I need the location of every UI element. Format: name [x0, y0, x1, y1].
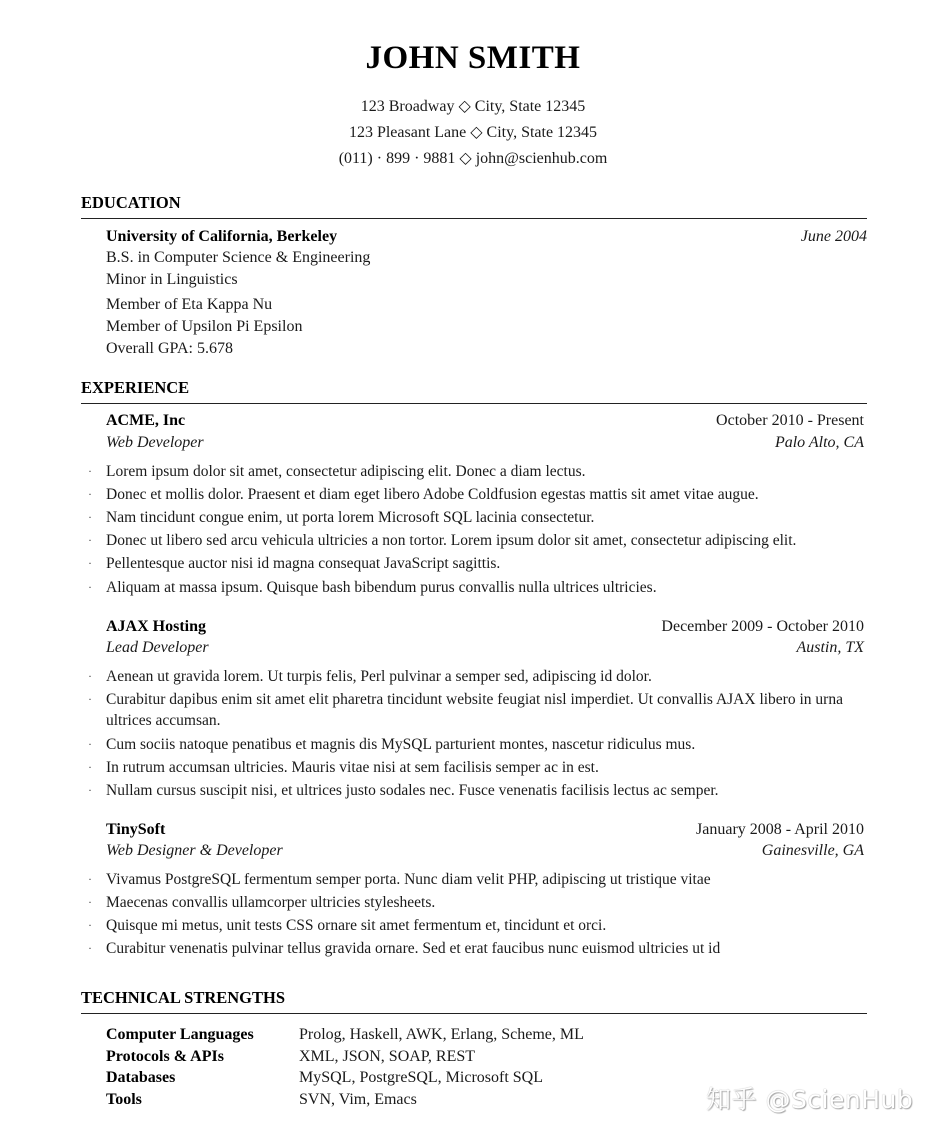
job-dates: October 2010 - Present	[716, 412, 864, 429]
bullet-icon: ·	[88, 669, 92, 683]
bullet-icon: ·	[88, 533, 92, 547]
list-item: · Quisque mi metus, unit tests CSS ornare sit amet fermentum et, tincidunt et orci.	[88, 917, 607, 934]
address-line-1: 123 Broadway ◇ City, State 12345	[360, 98, 586, 115]
list-item: · Cum sociis natoque penatibus et magnis dis MySQL parturient montes, nascetur ridiculus mus.	[88, 736, 696, 753]
bullet-icon: ·	[88, 737, 92, 751]
section-divider	[81, 218, 867, 219]
job-location: Gainesville, GA	[761, 842, 864, 859]
list-item: · Aliquam at massa ipsum. Quisque bash bibendum purus convallis nulla ultrices ultricies.	[88, 579, 657, 596]
bullet-icon: ·	[88, 487, 92, 501]
bullet-icon: ·	[88, 556, 92, 570]
job-role: Web Developer	[106, 434, 204, 451]
company-name: ACME, Inc	[106, 412, 186, 429]
skill-label: Computer Languages	[106, 1026, 254, 1043]
company-name: TinySoft	[106, 821, 166, 838]
school-name: University of California, Berkeley	[106, 228, 338, 245]
skill-label: Protocols & APIs	[106, 1047, 224, 1065]
candidate-name: JOHN SMITH	[365, 40, 581, 76]
list-item: · Pellentesque auctor nisi id magna consequat JavaScript sagittis.	[88, 555, 501, 572]
bullet-icon: ·	[88, 783, 92, 797]
list-item: · Nam tincidunt congue enim, ut porta lorem Microsoft SQL lacinia consectetur.	[88, 509, 595, 526]
list-item: · Maecenas convallis ullamcorper ultricies stylesheets.	[88, 894, 436, 911]
section-divider	[81, 403, 867, 404]
watermark: 知乎 @ScienHub	[706, 1085, 914, 1114]
section-divider	[81, 1013, 867, 1014]
skill-label: Databases	[106, 1069, 176, 1086]
address-line-2: 123 Pleasant Lane ◇ City, State 12345	[348, 124, 598, 141]
skill-value: MySQL, PostgreSQL, Microsoft SQL	[299, 1069, 544, 1086]
company-name: AJAX Hosting	[106, 618, 207, 635]
bullet-icon: ·	[88, 692, 92, 706]
skill-value: XML, JSON, SOAP, REST	[299, 1047, 476, 1065]
list-item: · Aenean ut gravida lorem. Ut turpis felis, Perl pulvinar a semper sed, adipiscing id dolor.	[88, 668, 652, 685]
list-item: · Curabitur venenatis pulvinar tellus gravida ornare. Sed et erat faucibus nunc euismod ultricies ut id	[88, 940, 721, 957]
degree-line: B.S. in Computer Science & Engineering	[106, 249, 371, 266]
section-title-experience: EXPERIENCE	[81, 378, 190, 397]
list-item: · Curabitur dapibus enim sit amet elit pharetra tincidunt website feugiat nisl imperdiet. Ut convallis AJAX libero in urna ultrices accumsan.	[88, 691, 843, 729]
job-location: Austin, TX	[796, 639, 864, 656]
bullet-icon: ·	[88, 918, 92, 932]
list-item: · Donec et mollis dolor. Praesent et diam eget libero Adobe Coldfusion egestas mattis sit amet vitae augue.	[88, 486, 759, 503]
section-title-technical-strengths: TECHNICAL STRENGTHS	[81, 988, 286, 1007]
bullet-icon: ·	[88, 941, 92, 955]
bullet-icon: ·	[88, 580, 92, 594]
bullet-icon: ·	[88, 464, 92, 478]
bullet-icon: ·	[88, 760, 92, 774]
bullet-icon: ·	[88, 872, 92, 886]
section-title-education: EDUCATION	[81, 193, 181, 212]
list-item: · Lorem ipsum dolor sit amet, consectetur adipiscing elit. Donec a diam lectus.	[88, 463, 586, 480]
phone-email-line: (011) · 899 · 9881 ◇ john@scienhub.com	[338, 150, 608, 167]
honor-line: Member of Eta Kappa Nu	[106, 296, 273, 313]
list-item: · In rutrum accumsan ultricies. Mauris vitae nisi at sem facilisis semper ac in est.	[88, 759, 599, 776]
gpa-line: Overall GPA: 5.678	[106, 340, 233, 357]
skill-label: Tools	[106, 1090, 142, 1108]
skill-value: SVN, Vim, Emacs	[299, 1090, 417, 1108]
job-role: Web Designer & Developer	[106, 842, 283, 859]
bullet-icon: ·	[88, 895, 92, 909]
job-dates: December 2009 - October 2010	[661, 618, 864, 635]
list-item: · Nullam cursus suscipit nisi, et ultrices justo sodales nec. Fusce venenatis facilisis lectus ac semper.	[88, 782, 719, 799]
bullet-icon: ·	[88, 510, 92, 524]
list-item: · Vivamus PostgreSQL fermentum semper porta. Nunc diam velit PHP, adipiscing ut tristique vitae	[88, 871, 711, 888]
job-role: Lead Developer	[106, 639, 209, 656]
skill-value: Prolog, Haskell, AWK, Erlang, Scheme, ML	[299, 1026, 584, 1043]
graduation-date: June 2004	[800, 228, 867, 245]
minor-line: Minor in Linguistics	[106, 271, 238, 288]
list-item: · Donec ut libero sed arcu vehicula ultricies a non tortor. Lorem ipsum dolor sit amet, consectetur adipiscing elit.	[88, 532, 797, 549]
job-location: Palo Alto, CA	[774, 434, 864, 451]
job-dates: January 2008 - April 2010	[696, 821, 864, 838]
honor-line: Member of Upsilon Pi Epsilon	[106, 318, 303, 335]
